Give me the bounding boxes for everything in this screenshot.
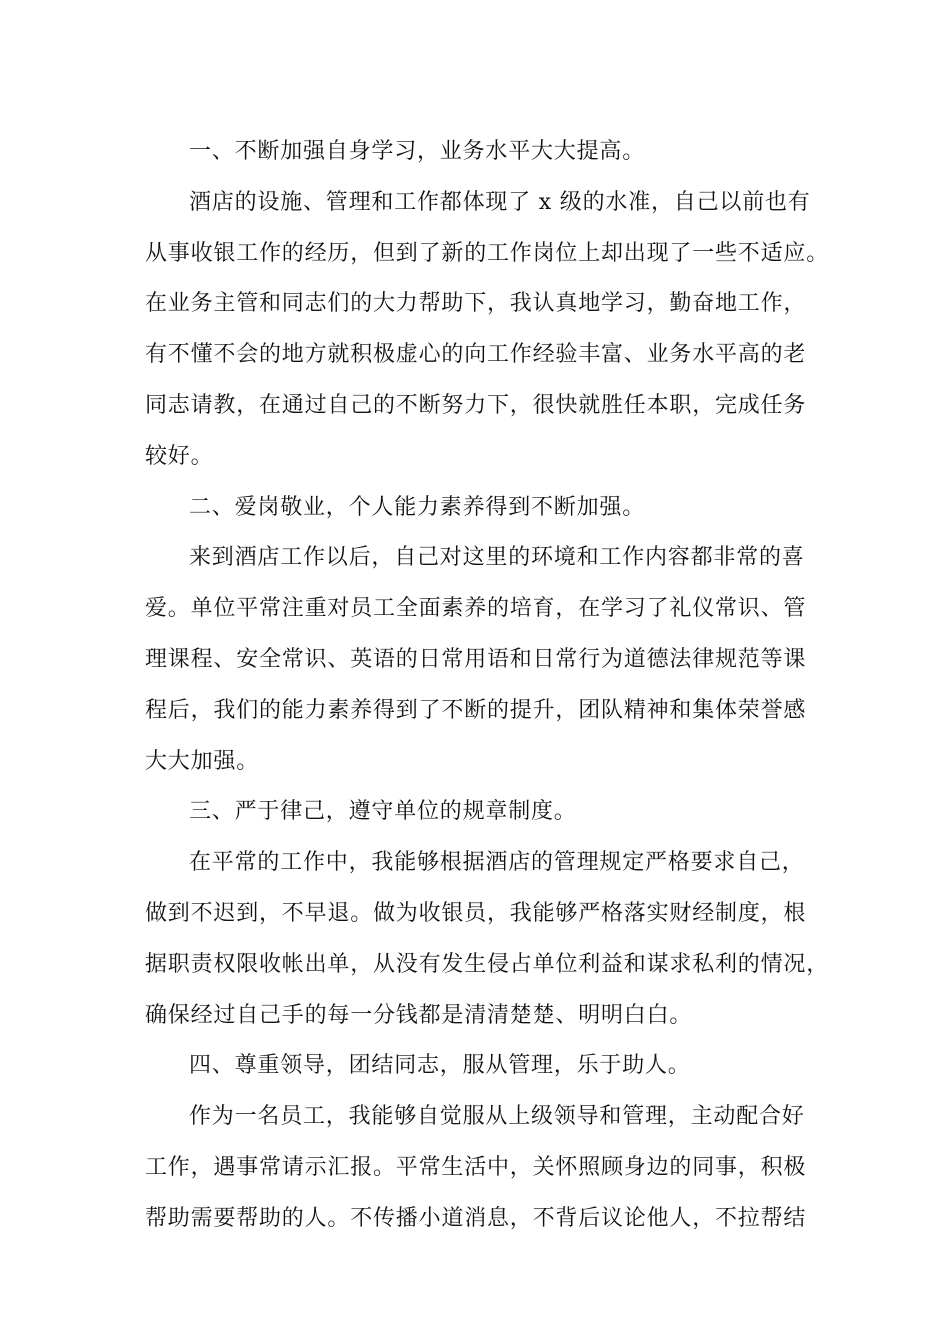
text-line: 爱。单位平常注重对员工全面素养的培育，在学习了礼仪常识、管 <box>145 596 807 622</box>
text-line: 程后，我们的能力素养得到了不断的提升，团队精神和集体荣誉感 <box>145 697 807 723</box>
text-line: 较好。 <box>145 443 214 469</box>
section-heading-1 <box>145 127 817 178</box>
paragraph-4 <box>145 1092 817 1244</box>
text-line: 作为一名员工，我能够自觉服从上级领导和管理，主动配合好 <box>189 1104 805 1130</box>
paragraph-2 <box>145 533 817 787</box>
text-line: 二、爱岗敬业，个人能力素养得到不断加强。 <box>189 494 646 520</box>
text-line: 确保经过自己手的每一分钱都是清清楚楚、明明白白。 <box>145 1002 693 1028</box>
text-line: 帮助需要帮助的人。不传播小道消息，不背后议论他人，不拉帮结 <box>145 1205 807 1231</box>
text-line: 工作，遇事常请示汇报。平常生活中，关怀照顾身边的同事，积极 <box>145 1154 807 1180</box>
section-heading-2 <box>145 483 817 534</box>
text-line: 据职责权限收帐出单，从没有发生侵占单位利益和谋求私利的情况， <box>145 951 830 977</box>
text-line: 一、不断加强自身学习，业务水平大大提高。 <box>189 139 646 164</box>
text-line: 有不懂不会的地方就积极虚心的向工作经验丰富、业务水平高的老 <box>145 342 807 368</box>
text-line: 做到不迟到，不早退。做为收银员，我能够严格落实财经制度，根 <box>145 900 807 926</box>
text-line: 四、尊重领导，团结同志，服从管理，乐于助人。 <box>189 1053 691 1079</box>
text-line: 来到酒店工作以后，自己对这里的环境和工作内容都非常的喜 <box>189 545 805 571</box>
document-body <box>145 127 830 1245</box>
text-line: 理课程、安全常识、英语的日常用语和日常行为道德法律规范等课 <box>145 646 807 672</box>
text-line: 在平常的工作中，我能够根据酒店的管理规定严格要求自己， <box>189 850 805 876</box>
text-line: 酒店的设施、管理和工作都体现了 x 级的水准，自己以前也有 <box>189 189 811 215</box>
text-line: 在业务主管和同志们的大力帮助下，我认真地学习，勤奋地工作， <box>145 291 807 317</box>
section-heading-3 <box>145 787 817 838</box>
text-line: 从事收银工作的经历，但到了新的工作岗位上却出现了一些不适应。 <box>145 240 830 266</box>
text-line: 大大加强。 <box>145 748 260 774</box>
text-line: 同志请教，在通过自己的不断努力下，很快就胜任本职，完成任务 <box>145 392 807 418</box>
text-line: 三、严于律己，遵守单位的规章制度。 <box>189 799 577 825</box>
paragraph-1 <box>145 178 830 483</box>
section-heading-4 <box>145 1041 817 1092</box>
paragraph-3 <box>145 838 830 1041</box>
